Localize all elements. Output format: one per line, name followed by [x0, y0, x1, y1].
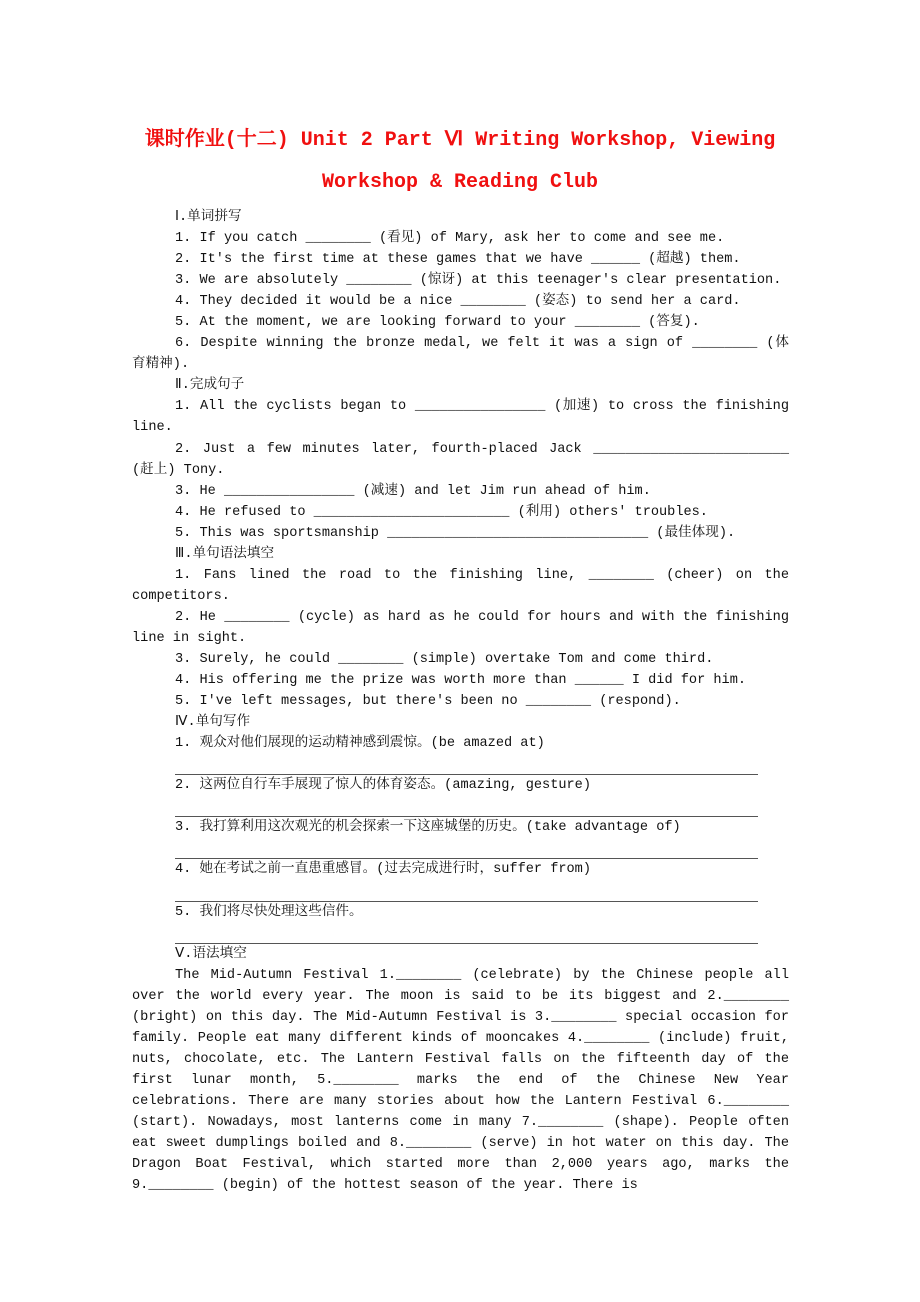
exercise-item: 2. He ________ (cycle) as hard as he could for hours and with the finishing line in sight. [132, 609, 789, 646]
exercise-item: 3. Surely, he could ________ (simple) overtake Tom and come third. [175, 651, 714, 667]
exercise-item: 4. His offering me the prize was worth more than ______ I did for him. [175, 673, 747, 689]
section-heading: Ⅴ.语法填空 [175, 946, 247, 962]
exercise-item: 5. This was sportsmanship ________________________________ (最佳体现). [175, 525, 736, 541]
worksheet-content [132, 207, 789, 1196]
exercise-item: 4. They decided it would be a nice ________ (姿态) to send her a card. [175, 294, 741, 310]
section [132, 375, 789, 543]
exercise-item: 5. At the moment, we are looking forward to your ________ (答复). [175, 315, 700, 331]
page-title-line-2: Workshop & Reading Club [321, 171, 599, 194]
exercise-item: 3. We are absolutely ________ (惊讶) at this teenager's clear presentation. [175, 273, 782, 289]
section [132, 944, 789, 1197]
exercise-item: 3. 我打算利用这次观光的机会探索一下这座城堡的历史。(take advantage of) [175, 820, 681, 836]
exercise-item: 2. It's the first time at these games that we have ______ (超越) them. [175, 252, 741, 268]
exercise-item: 3. He ________________ (减速) and let Jim run ahead of him. [175, 483, 651, 499]
section [132, 207, 789, 375]
section [132, 712, 789, 944]
answer-line[interactable] [175, 881, 758, 902]
section-heading: Ⅲ.单句语法填空 [175, 546, 275, 562]
exercise-item: 6. Despite winning the bronze medal, we felt it was a sign of ________ (体育精神). [132, 336, 789, 373]
answer-line[interactable] [175, 838, 758, 859]
exercise-item: 1. 观众对他们展现的运动精神感到震惊。(be amazed at) [175, 736, 545, 752]
exercise-item: 4. 她在考试之前一直患重感冒。(过去完成进行时，suffer from) [175, 862, 591, 878]
page-title-line-1: 课时作业(十二) Unit 2 Part Ⅵ Writing Workshop, Viewing [144, 129, 776, 152]
exercise-item: 5. I've left messages, but there's been no ________ (respond). [175, 694, 681, 710]
exercise-item: 1. All the cyclists began to ________________ (加速) to cross the finishing line. [132, 399, 789, 436]
section-heading: Ⅱ.完成句子 [175, 378, 245, 394]
exercise-item: 1. Fans lined the road to the finishing line, ________ (cheer) on the competitors. [132, 567, 789, 604]
section [132, 544, 789, 712]
exercise-item: 1. If you catch ________ (看见) of Mary, ask her to come and see me. [175, 231, 725, 247]
exercise-item: 2. 这两位自行车手展现了惊人的体育姿态。(amazing, gesture) [175, 778, 591, 794]
section-heading: Ⅳ.单句写作 [175, 715, 251, 731]
exercise-item: 5. 我们将尽快处理这些信件。 [175, 904, 363, 920]
cloze-passage: The Mid-Autumn Festival 1.________ (celebrate) by the Chinese people all over the world every year. The moon is said to be its biggest and 2.________ (bright) on this day. The Mid-Autumn Festival is 3.________ special occasion for family. People eat many different kinds of mooncakes 4.________ (include) fruit, nuts, chocolate, etc. The Lantern Festival falls on the fifteenth day of the first lunar month, 5.________ marks the end of the Chinese New Year celebrations. There are many stories about how the Lantern Festival 6.________ (start). Nowadays, most lanterns come in many 7.________ (shape). People often eat sweet dumplings boiled and 8.________ (serve) in hot water on this day. The Dragon Boat Festival, which started more than 2,000 years ago, marks the 9.________ (begin) of the hottest season of the year. There is [132, 967, 789, 1194]
exercise-item: 4. He refused to ________________________ (利用) others' troubles. [175, 504, 708, 520]
section-heading: Ⅰ.单词拼写 [175, 210, 242, 225]
exercise-item: 2. Just a few minutes later, fourth-placed Jack ________________________ (赶上) Tony. [132, 441, 789, 478]
answer-line[interactable] [175, 923, 758, 944]
answer-line[interactable] [175, 754, 758, 775]
answer-line[interactable] [175, 796, 758, 817]
